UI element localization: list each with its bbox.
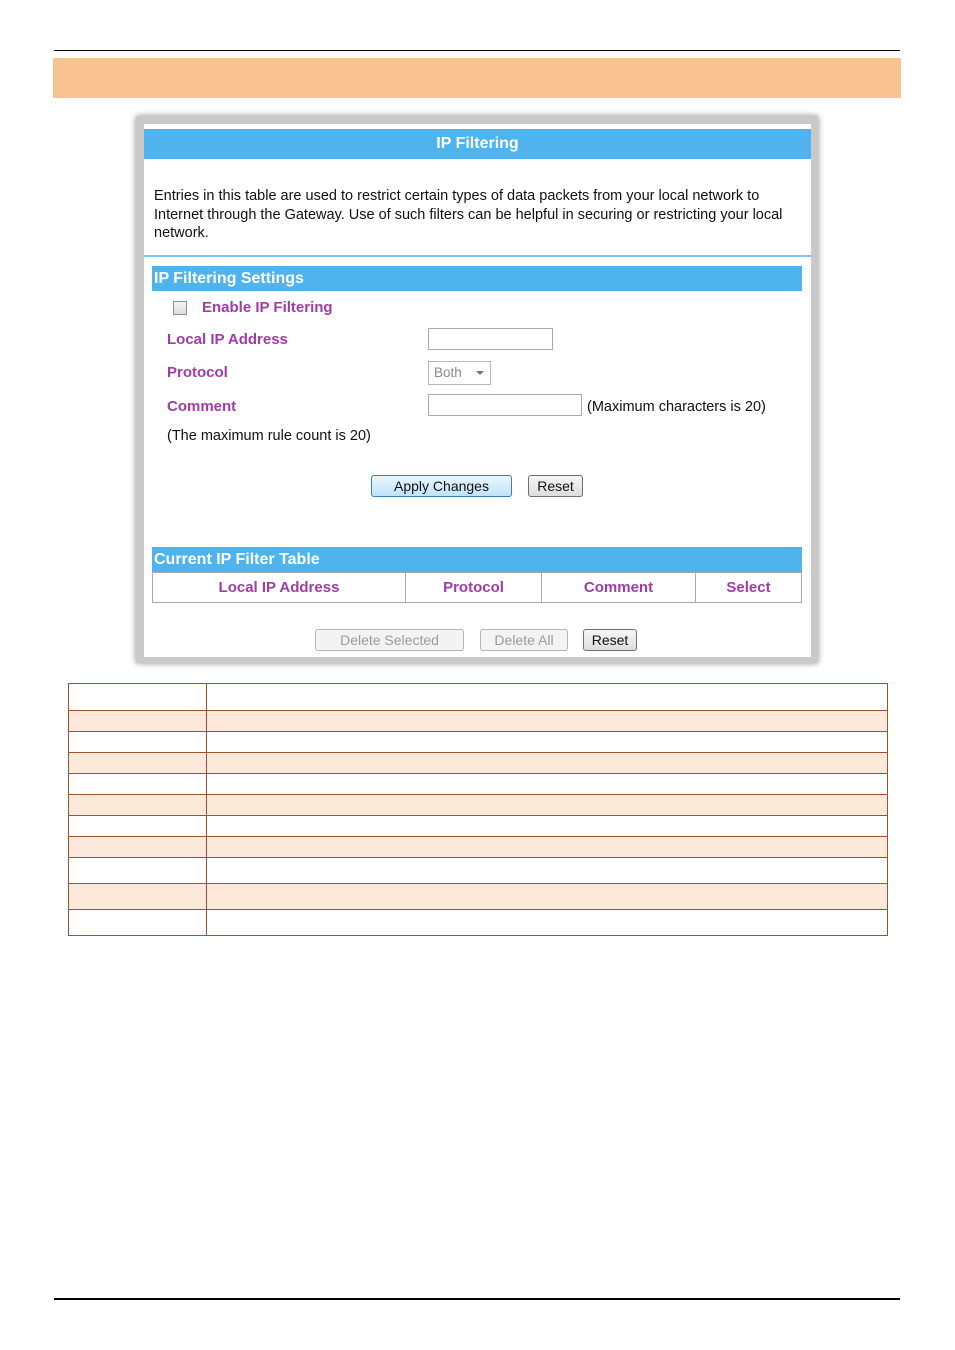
ip-filtering-panel <box>144 124 811 657</box>
panel-intro-text: Entries in this table are used to restrict certain types of data packets from your local network to Internet through the Gateway. Use of such filters can be helpful in securing or restricting your local network. <box>154 188 783 241</box>
enable-ip-filtering-label[interactable]: Enable IP Filtering <box>202 299 333 316</box>
table-row <box>69 684 888 711</box>
table-row <box>69 774 888 795</box>
column-header-select: Select <box>726 579 771 596</box>
comment-input[interactable] <box>428 394 582 416</box>
table-row <box>69 732 888 753</box>
filter-table-section-title: Current IP Filter Table <box>152 547 802 572</box>
top-rule <box>54 50 900 51</box>
parameter-description-table <box>68 683 888 936</box>
table-row <box>69 711 888 732</box>
reset-table-button[interactable]: Reset <box>583 629 637 651</box>
bottom-rule <box>54 1298 900 1300</box>
column-header-comment: Comment <box>542 573 696 602</box>
comment-hint: (Maximum characters is 20) <box>587 399 766 415</box>
local-ip-address-label: Local IP Address <box>167 331 288 348</box>
apply-changes-button[interactable]: Apply Changes <box>371 475 512 497</box>
local-ip-address-input[interactable] <box>428 328 553 350</box>
chevron-down-icon <box>476 371 484 375</box>
column-header-local-ip-address: Local IP Address <box>153 573 406 602</box>
rule-count-note: (The maximum rule count is 20) <box>167 428 371 444</box>
ip-filter-table <box>152 572 802 603</box>
protocol-label: Protocol <box>167 364 228 381</box>
table-row <box>69 884 888 910</box>
column-header-protocol: Protocol <box>406 573 542 602</box>
panel-title: IP Filtering <box>144 129 811 159</box>
table-row <box>69 910 888 936</box>
table-row <box>69 837 888 858</box>
intro-divider <box>144 255 811 257</box>
comment-label: Comment <box>167 398 237 415</box>
table-row <box>69 858 888 884</box>
section-header-band <box>53 58 901 98</box>
protocol-select-value: Both <box>434 365 462 380</box>
enable-ip-filtering-checkbox[interactable] <box>173 301 187 315</box>
table-row <box>69 753 888 774</box>
table-row <box>69 795 888 816</box>
enable-ip-filtering-row[interactable] <box>173 299 333 316</box>
table-row <box>69 816 888 837</box>
protocol-select[interactable] <box>428 361 491 385</box>
delete-selected-button[interactable]: Delete Selected <box>315 629 464 651</box>
delete-all-button[interactable]: Delete All <box>480 629 568 651</box>
settings-section-title: IP Filtering Settings <box>152 266 802 291</box>
reset-settings-button[interactable]: Reset <box>528 475 583 497</box>
